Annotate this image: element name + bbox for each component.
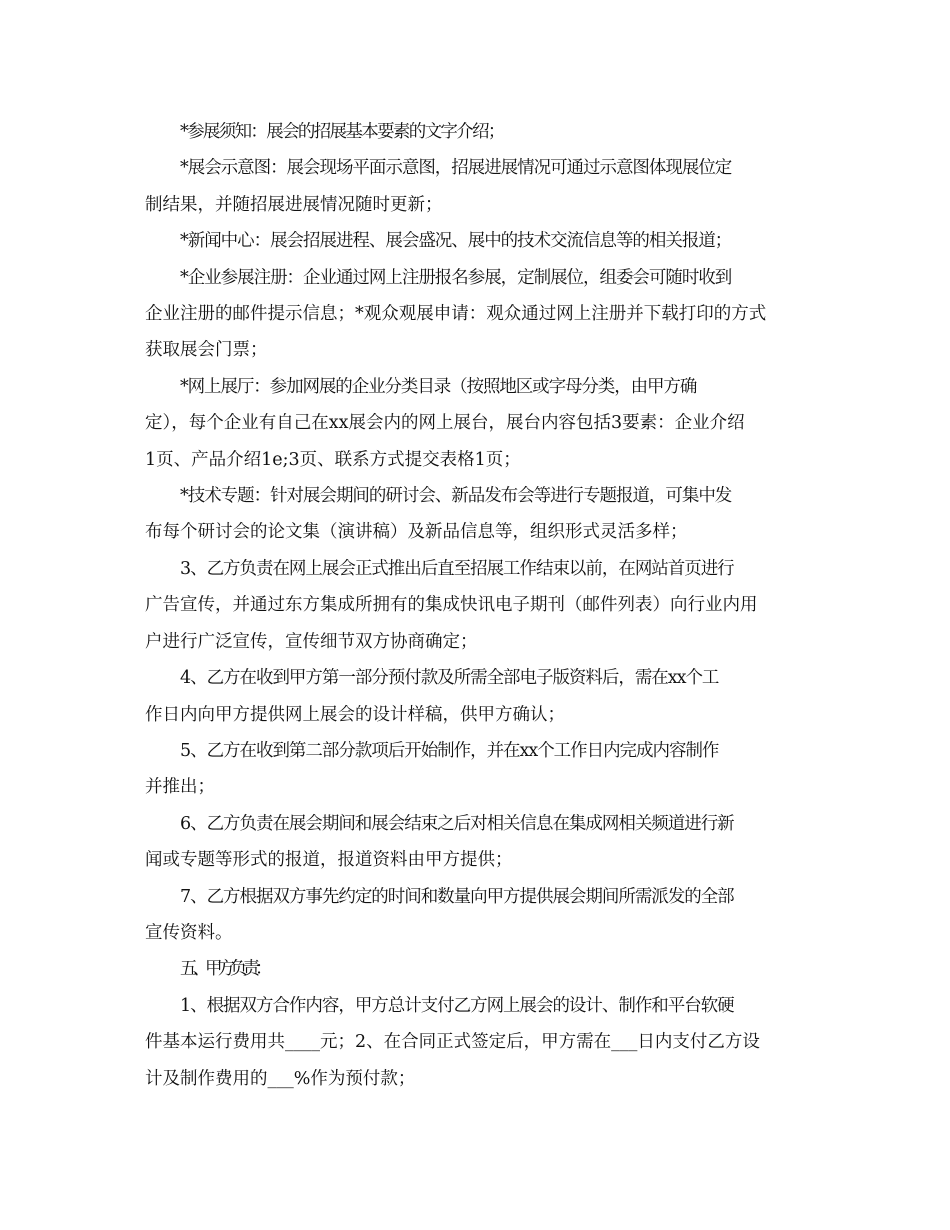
text-line: 6、乙方负责在展会期间和展会结束之后对相关信息在集成网相关频道进行新 <box>180 813 734 834</box>
text-line: 定），每个企业有自己在xx展会内的网上展台，展台内容包括3要素：企业介绍 <box>145 413 745 434</box>
text-line: *新闻中心：展会招展进程、展会盛况、展中的技术交流信息等的相关报道； <box>180 231 732 252</box>
text-line: *企业参展注册：企业通过网上注册报名参展，定制展位，组委会可随时收到 <box>180 267 732 288</box>
text-line: 制结果，并随招展进展情况随时更新； <box>145 194 443 215</box>
text-line: 获取展会门票； <box>145 340 268 361</box>
text-line: 3、乙方负责在网上展会正式推出后直至招展工作结束以前，在网站首页进行 <box>180 558 734 579</box>
text-line: 广告宣传，并通过东方集成所拥有的集成快讯电子期刊（邮件列表）向行业内用 <box>145 595 758 616</box>
document-body <box>145 114 807 1097</box>
text-line: 1、根据双方合作内容，甲方总计支付乙方网上展会的设计、制作和平台软硬 <box>180 995 734 1016</box>
paragraph-exhibit-notice <box>145 114 807 150</box>
paragraph-tech-topics <box>145 478 807 551</box>
text-line: 7、乙方根据双方事先约定的时间和数量向甲方提供展会期间所需派发的全部 <box>180 886 734 907</box>
text-line: 件基本运行费用共____元；2、在合同正式签定后，甲方需在___日内支付乙方设 <box>145 1032 760 1053</box>
text-line: 4、乙方在收到甲方第一部分预付款及所需全部电子版资料后，需在xx个工 <box>180 668 719 689</box>
text-line: *参展须知：展会的招展基本要素的文字介绍； <box>180 122 504 142</box>
text-line: 计及制作费用的___%作为预付款； <box>145 1068 416 1089</box>
paragraph-company-registration <box>145 260 807 369</box>
text-line: *技术专题：针对展会期间的研讨会、新品发布会等进行专题报道，可集中发 <box>180 486 732 507</box>
paragraph-clause-6 <box>145 806 807 879</box>
text-line: 5、乙方在收到第二部分款项后开始制作，并在xx个工作日内完成内容制作 <box>180 740 719 761</box>
paragraph-clause-5 <box>145 733 807 806</box>
paragraph-clause-7 <box>145 879 807 952</box>
paragraph-exhibit-diagram <box>145 150 807 223</box>
text-line: 并推出； <box>145 777 215 798</box>
text-line: 户进行广泛宣传，宣传细节双方协商确定； <box>145 631 478 652</box>
text-line: 五、甲方负责： <box>180 959 268 980</box>
paragraph-clause-4 <box>145 660 807 733</box>
text-line: 宣传资料。 <box>145 922 233 943</box>
text-line: 作日内向甲方提供网上展会的设计样稿，供甲方确认； <box>145 704 565 725</box>
paragraph-party-a-clause-1 <box>145 988 807 1097</box>
text-line: 1页、产品介绍1e;3页、联系方式提交表格1页； <box>145 449 521 470</box>
paragraph-online-hall <box>145 369 807 478</box>
text-line: *展会示意图：展会现场平面示意图，招展进展情况可通过示意图体现展位定 <box>180 158 732 179</box>
text-line: 布每个研讨会的论文集（演讲稿）及新品信息等，组织形式灵活多样； <box>145 522 688 543</box>
paragraph-clause-3 <box>145 551 807 660</box>
section-heading-party-a <box>145 951 807 987</box>
paragraph-news-center <box>145 223 807 259</box>
text-line: *网上展厅：参加网展的企业分类目录（按照地区或字母分类，由甲方确 <box>180 376 697 397</box>
text-line: 闻或专题等形式的报道，报道资料由甲方提供； <box>145 850 513 871</box>
text-line: 企业注册的邮件提示信息；*观众观展申请：观众通过网上注册并下载打印的方式 <box>145 304 767 325</box>
